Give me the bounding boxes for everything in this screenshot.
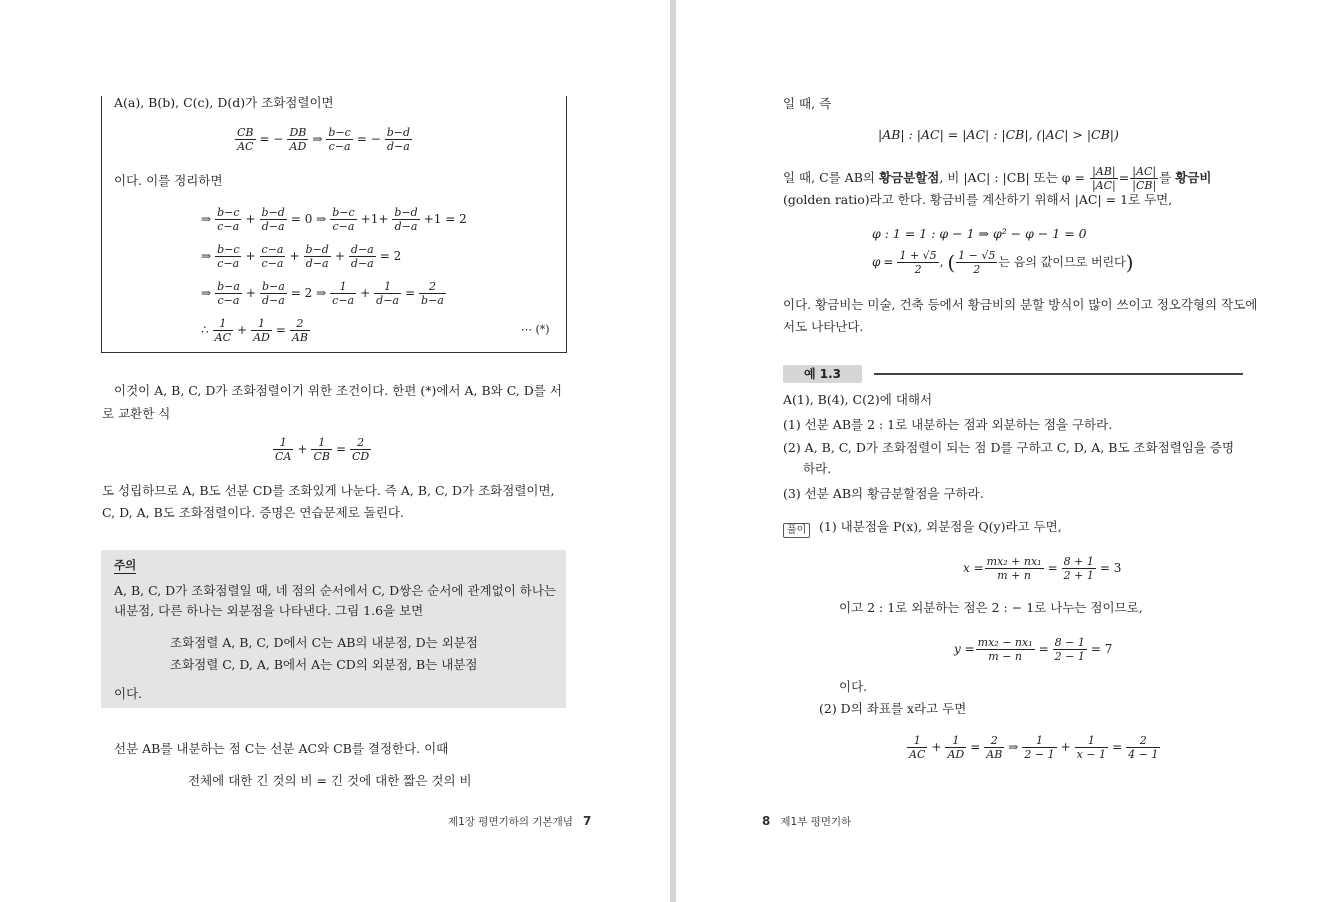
left-footer-chapter: 제1장 평면기하의 기본개념: [448, 816, 573, 828]
golden-ratio-definition: 전체에 대한 긴 것의 비 = 긴 것에 대한 짧은 것의 비: [188, 773, 472, 788]
equation-row-4: ∴ $\frac{1}{AC}$ + $\frac{1}{AD}$ = $\frac{2}{AB}$: [201, 317, 308, 344]
caution-line-1: A, B, C, D가 조화점렬일 때, 네 점의 순서에서 C, D쌍은 순서에 관계없이 하나는: [114, 583, 556, 598]
caution-title: 주의: [114, 558, 137, 572]
example-divider: [874, 373, 1243, 375]
caution-line-4: 조화점렬 C, D, A, B에서 A는 CD의 외분점, B는 내분점: [170, 657, 478, 672]
example-question-2-line-1: (2) A, B, C, D가 조화점렬이 되는 점 D를 구하고 C, D, A, B도 조화점렬임을 증명: [783, 440, 1235, 455]
right-page-number: 8: [762, 814, 771, 828]
left-page: [0, 0, 670, 902]
equation-external-point: y = $\frac{\text{mx₂ − nx₁}}{m - n}$ = $\frac{8 - 1}{2 - 1}$ = 7: [954, 636, 1113, 663]
solution-label: 풀이: [783, 518, 810, 538]
left-footer: [448, 814, 591, 829]
caution-line-3: 조화점렬 A, B, C, D에서 C는 AB의 내분점, D는 외분점: [170, 635, 478, 650]
equation-phi-1: φ : 1 = 1 : φ − 1 ⇒ φ² − φ − 1 = 0: [872, 226, 1087, 241]
equation-phi-2: φ = $\frac{1 + √5}{2}$ , ( $\frac{1 - √5}{2}$ 는 음의 값이므로 버린다): [872, 249, 1134, 276]
left-page-number: 7: [582, 814, 592, 828]
equation-tag: ⋯ (*): [521, 323, 550, 336]
paragraph-2-line-1: 도 성립하므로 A, B도 선분 CD를 조화있게 나눈다. 즉 A, B, C, D가 조화점렬이면,: [102, 483, 555, 498]
equation-row-2: ⇒ $\frac{b-c}{c-a}$ + $\frac{c-a}{c-a}$ + $\frac{b-d}{d-a}$ + $\frac{d-a}{d-a}$ = 2: [201, 243, 402, 270]
solution-ida: 이다.: [839, 679, 868, 694]
golden-ratio-usage-1: 이다. 황금비는 미술, 건축 등에서 황금비의 분할 방식이 많이 쓰이고 정오각형의 작도에: [783, 297, 1258, 312]
equation-row-1: ⇒ $\frac{b-c}{c-a}$ + $\frac{b-d}{d-a}$ = 0 ⇒ $\frac{b-c}{c-a}$ +1+ $\frac{b-d}{d-a}$ +1 = 2: [201, 206, 467, 233]
right-footer: [762, 814, 851, 829]
equation-golden-proportion: |AB| : |AC| = |AC| : |CB|, (|AC| > |CB|): [878, 127, 1119, 142]
paragraph-2-line-2: C, D, A, B도 조화점렬이다. 증명은 연습문제로 돌린다.: [102, 505, 404, 520]
paragraph-1-line-2: 로 교환한 식: [102, 406, 171, 421]
golden-ratio-definition-line: 일 때, C를 AB의 황금분할점, 비 |AC| : |CB| 또는 φ = $\frac{|AB|}{|AC|}$ = $\frac{|AC|}{|CB|}$ 를 황금비: [783, 165, 1212, 192]
example-question-1: (1) 선분 AB를 2 : 1로 내분하는 점과 외분하는 점을 구하라.: [783, 417, 1113, 432]
caution-line-5: 이다.: [114, 686, 143, 701]
equation-harmonic-d: $\frac{1}{AC}$ + $\frac{1}{AD}$ = $\frac{2}{AB}$ ⇒ $\frac{1}{2 - 1}$ + $\frac{1}{x - 1}$ = $\frac{2}{4 - 1}$: [909, 734, 1159, 761]
solution-part-1: (1) 내분점을 P(x), 외분점을 Q(y)라고 두면,: [819, 519, 1062, 534]
golden-ratio-line-2: (golden ratio)라고 한다. 황금비를 계산하기 위해서 |AC| = 1로 두면,: [783, 192, 1173, 207]
example-intro: A(1), B(4), C(2)에 대해서: [783, 392, 933, 407]
equation-cross-ratio: $\frac{CB}{AC}$ = − $\frac{DB}{AD}$ ⇒ $\frac{b-c}{c-a}$ = − $\frac{b-d}{d-a}$: [237, 126, 411, 153]
equation-internal-point: x = $\frac{\text{mx₂ + nx₁}}{m + n}$ = $\frac{8 + 1}{2 + 1}$ = 3: [963, 555, 1122, 582]
box-intro: A(a), B(b), C(c), D(d)가 조화점렬이면: [114, 95, 334, 110]
solution-part-2: (2) D의 좌표를 x라고 두면: [819, 701, 967, 716]
caution-line-2: 내분점, 다른 하나는 외분점을 나타낸다. 그림 1.6을 보면: [114, 603, 424, 618]
equation-row-3: ⇒ $\frac{b-a}{c-a}$ + $\frac{b-a}{d-a}$ = 2 ⇒ $\frac{1}{c-a}$ + $\frac{1}{d-a}$ = $\frac{2}{b-a}$: [201, 280, 444, 307]
example-label: 예 1.3: [783, 365, 862, 383]
equation-swapped: $\frac{1}{CA}$ + $\frac{1}{CB}$ = $\frac{2}{CD}$: [275, 436, 370, 463]
paragraph-1-line-1: 이것이 A, B, C, D가 조화점렬이기 위한 조건이다. 한편 (*)에서 A, B와 C, D를 서: [114, 383, 562, 398]
box-mid-text: 이다. 이를 정리하면: [114, 173, 223, 188]
right-footer-part: 제1부 평면기하: [780, 816, 852, 828]
solution-external-note: 이고 2 : 1로 외분하는 점은 2 : − 1로 나누는 점이므로,: [839, 600, 1143, 615]
example-question-2-line-2: 하라.: [803, 461, 832, 476]
example-question-3: (3) 선분 AB의 황금분할점을 구하라.: [783, 486, 984, 501]
caution-box: [101, 550, 566, 708]
golden-ratio-usage-2: 서도 나타난다.: [783, 319, 864, 334]
right-line-1: 일 때, 즉: [783, 96, 832, 111]
paragraph-3: 선분 AB를 내분하는 점 C는 선분 AC와 CB를 결정한다. 이때: [114, 741, 449, 756]
